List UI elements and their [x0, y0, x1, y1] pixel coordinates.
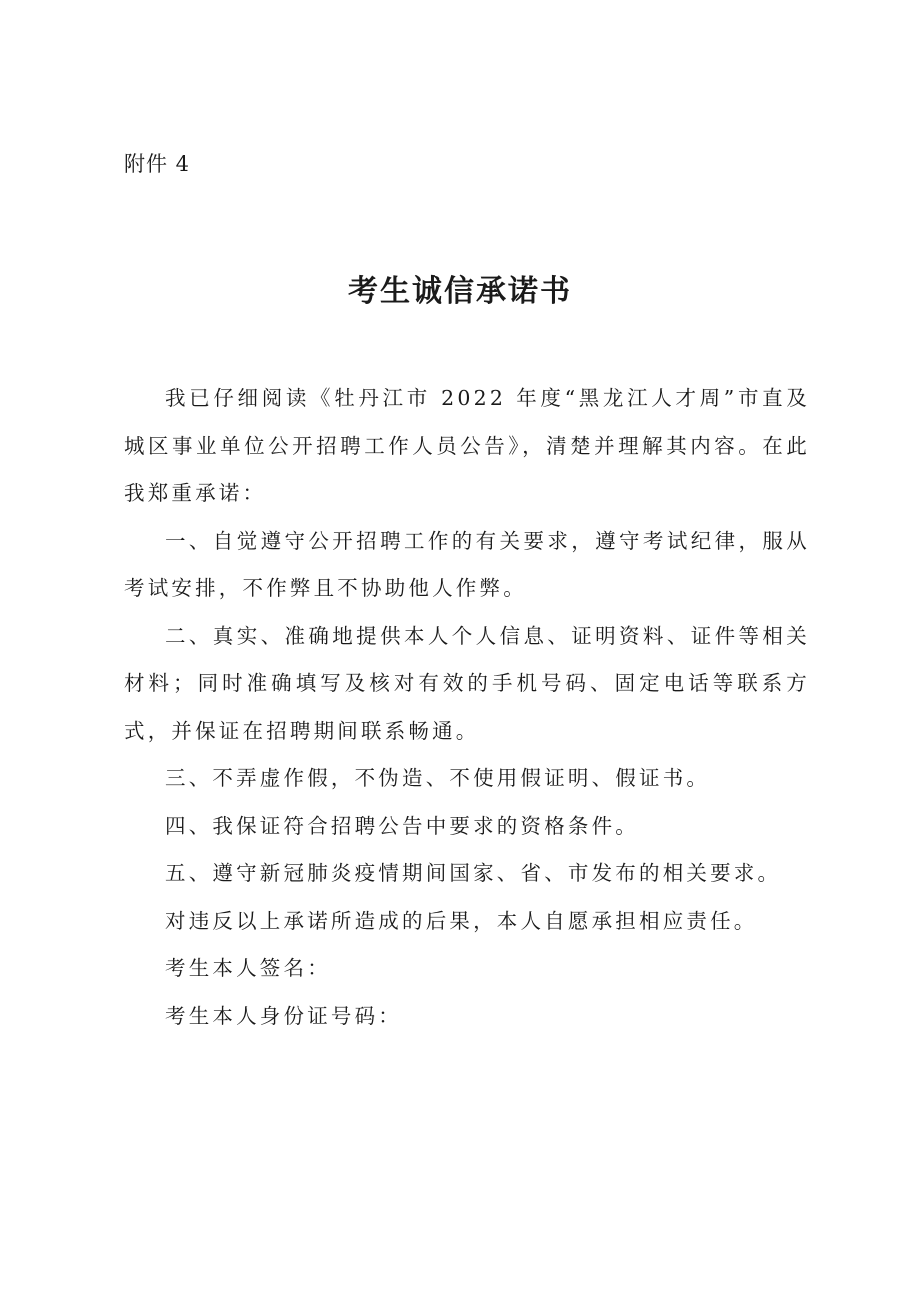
- pledge-item-5: 五、遵守新冠肺炎疫情期间国家、省、市发布的相关要求。: [165, 861, 782, 885]
- attachment-label: 附件 4: [124, 152, 191, 176]
- closing-statement: 对违反以上承诺所造成的后果，本人自愿承担相应责任。: [165, 908, 758, 933]
- pledge-item-1: 一、自觉遵守公开招聘工作的有关要求，遵守考试纪律，服从考试安排，不作弊且不协助他人作弊。: [124, 528, 810, 600]
- signature-label: 考生本人签名：: [165, 956, 331, 980]
- intro-paragraph: 我已仔细阅读《牡丹江市 2022 年度“黑龙江人才周”市直及城区事业单位公开招聘工作人员公告》，清楚并理解其内容。在此我郑重承诺：: [124, 386, 810, 505]
- document-body: [124, 375, 810, 1040]
- document-title: 考生诚信承诺书: [348, 274, 572, 309]
- pledge-item-4: 四、我保证符合招聘公告中要求的资格条件。: [165, 813, 639, 838]
- pledge-item-2: 二、真实、准确地提供本人个人信息、证明资料、证件等相关材料；同时准确填写及核对有效的手机号码、固定电话等联系方式，并保证在招聘期间联系畅通。: [124, 623, 810, 743]
- id-number-label: 考生本人身份证号码：: [165, 1003, 402, 1028]
- pledge-item-3: 三、不弄虚作假，不伪造、不使用假证明、假证书。: [165, 766, 711, 790]
